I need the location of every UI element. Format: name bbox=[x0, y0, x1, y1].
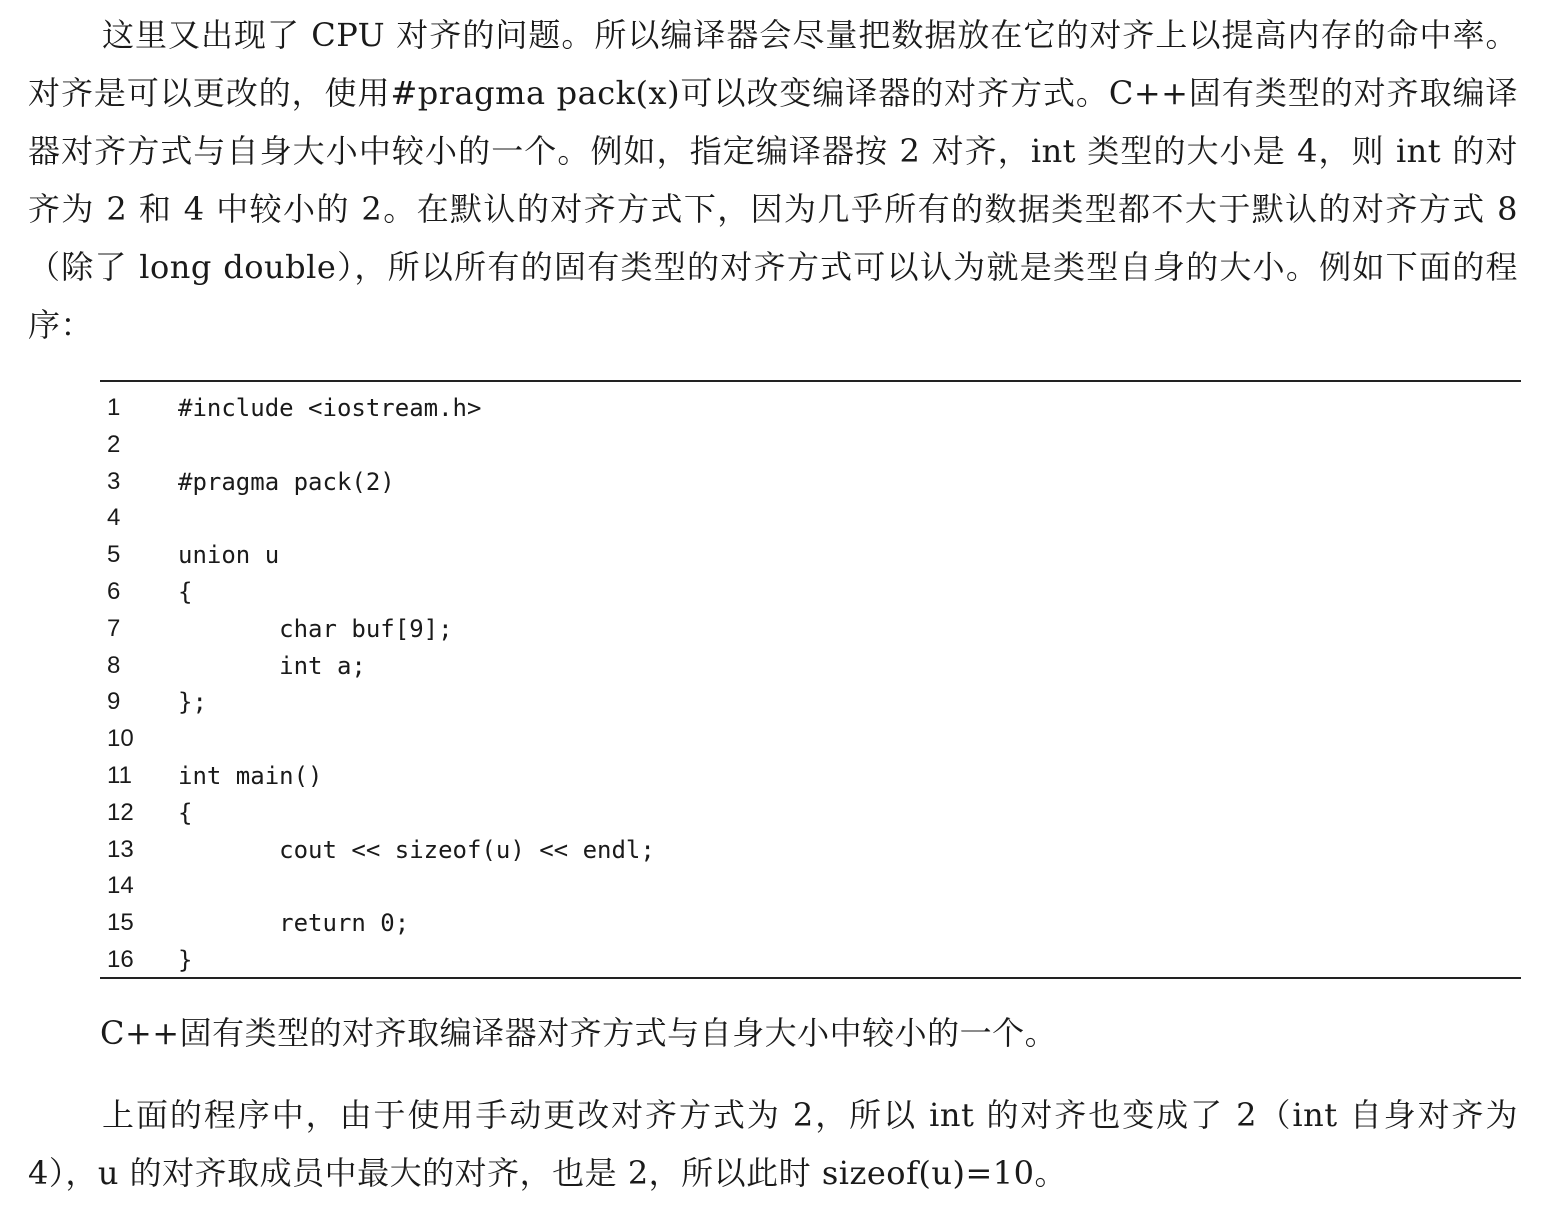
line-number: 10 bbox=[107, 725, 134, 753]
code-line bbox=[100, 427, 1521, 464]
code-line bbox=[100, 500, 1521, 537]
line-number: 14 bbox=[107, 872, 134, 900]
line-number: 7 bbox=[107, 614, 121, 642]
line-number: 8 bbox=[107, 651, 121, 679]
code-bottom-rule bbox=[100, 977, 1521, 979]
line-number: 2 bbox=[107, 430, 121, 458]
code-line bbox=[100, 868, 1521, 905]
code-top-rule bbox=[100, 380, 1521, 382]
code-text: int main() bbox=[178, 761, 323, 790]
code-text: cout << sizeof(u) << endl; bbox=[178, 835, 655, 864]
code-line bbox=[100, 795, 1521, 832]
code-line bbox=[100, 905, 1521, 942]
code-line bbox=[100, 464, 1521, 501]
intro-paragraph: 这里又出现了 CPU 对齐的问题。所以编译器会尽量把数据放在它的对齐上以提高内存的命中率。对齐是可以更改的，使用#pragma pack(x)可以改变编译器的对齐方式。C++固有类型的对齐取编译器对齐方式与自身大小中较小的一个。例如，指定编译器按 2 对齐，int 类型的大小是 4，则 int 的对齐为 2 和 4 中较小的 2。在默认的对齐方式下，因为几乎所有的数据类型都不大于默认的对齐方式 8（除了 long double），所以所有的固有类型的对齐方式可以认为就是类型自身的大小。例如下面的程序： bbox=[28, 16, 1518, 344]
code-text: { bbox=[178, 798, 193, 827]
code-line bbox=[100, 942, 1521, 979]
code-text: int a; bbox=[178, 651, 366, 680]
code-text: } bbox=[178, 945, 193, 974]
line-number: 6 bbox=[107, 577, 121, 605]
line-number: 4 bbox=[107, 504, 121, 532]
code-text: #pragma pack(2) bbox=[178, 467, 395, 496]
code-text: }; bbox=[178, 688, 207, 717]
note-summary: C++固有类型的对齐取编译器对齐方式与自身大小中较小的一个。 bbox=[100, 1014, 1058, 1052]
code-line bbox=[100, 721, 1521, 758]
line-number: 15 bbox=[107, 909, 134, 937]
code-listing bbox=[100, 390, 1521, 979]
line-number: 5 bbox=[107, 541, 121, 569]
code-line bbox=[100, 390, 1521, 427]
code-line bbox=[100, 684, 1521, 721]
code-text: char buf[9]; bbox=[178, 614, 453, 643]
code-line bbox=[100, 574, 1521, 611]
code-line bbox=[100, 537, 1521, 574]
line-number: 13 bbox=[107, 835, 134, 863]
line-number: 1 bbox=[107, 394, 121, 421]
code-text: return 0; bbox=[178, 909, 410, 938]
code-line bbox=[100, 611, 1521, 648]
code-text: { bbox=[178, 577, 193, 606]
line-number: 9 bbox=[107, 688, 121, 716]
line-number: 3 bbox=[107, 467, 121, 495]
code-line bbox=[100, 832, 1521, 869]
code-text: #include <iostream.h> bbox=[178, 394, 482, 422]
explain-paragraph: 上面的程序中，由于使用手动更改对齐方式为 2，所以 int 的对齐也变成了 2（int 自身对齐为 4），u 的对齐取成员中最大的对齐，也是 2，所以此时 sizeof(u)=10。 bbox=[28, 1096, 1518, 1192]
code-text: union u bbox=[178, 541, 280, 570]
code-line bbox=[100, 648, 1521, 685]
code-line bbox=[100, 758, 1521, 795]
line-number: 12 bbox=[107, 798, 134, 826]
line-number: 16 bbox=[107, 945, 134, 973]
line-number: 11 bbox=[107, 761, 132, 789]
